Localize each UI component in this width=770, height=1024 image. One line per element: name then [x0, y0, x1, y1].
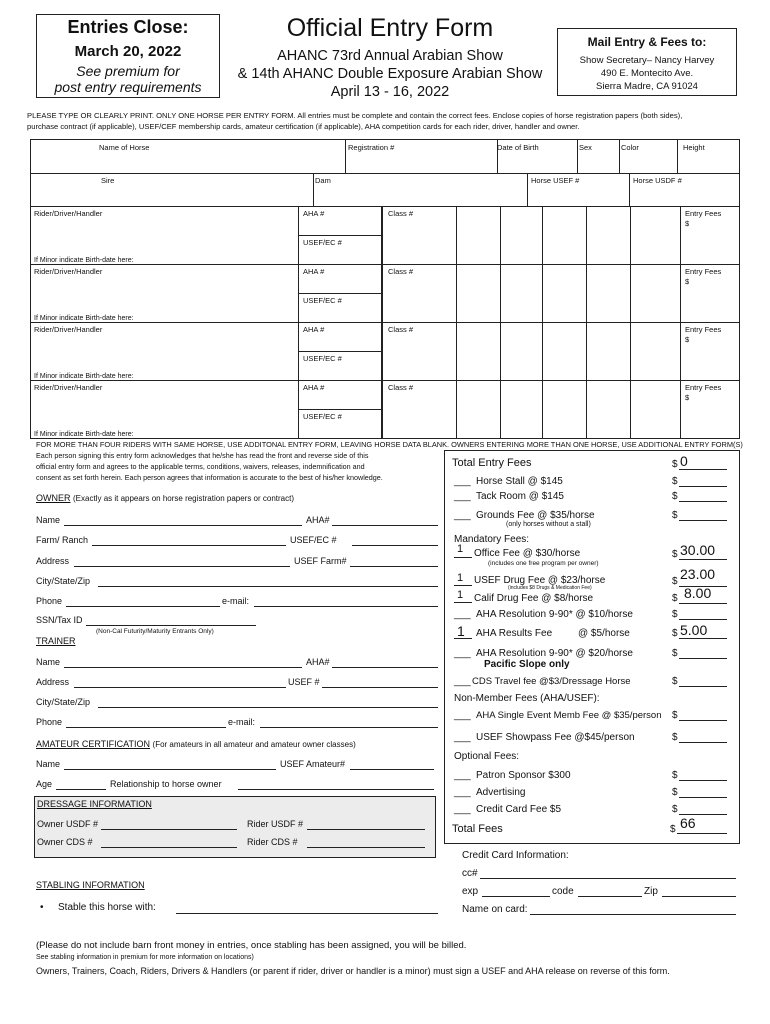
rider-cds-field[interactable]	[307, 847, 425, 848]
owner-ssn-note: (Non-Cal Futurity/Maturity Entrants Only)	[96, 628, 214, 635]
name-on-card-label: Name on card:	[462, 904, 528, 915]
calif-dollar: $	[672, 593, 678, 604]
rider-label: Rider/Driver/Handler	[34, 325, 103, 334]
entries-close-box	[36, 14, 220, 98]
footer-line-1: (Please do not include barn front money in entries, once stabling has been assigned, you will be billed.	[36, 940, 467, 951]
stall-label: Horse Stall @ $145	[476, 476, 563, 487]
aha-label: AHA #	[303, 325, 325, 334]
rider-usdf-field[interactable]	[307, 829, 425, 830]
owner-ssn-label: SSN/Tax ID	[36, 615, 83, 625]
drug-mark-line	[454, 585, 472, 586]
total-entry-value: 0	[680, 453, 688, 469]
cds-dollar: $	[672, 676, 678, 687]
total-entry-label: Total Entry Fees	[452, 457, 532, 469]
trainer-usef-label: USEF #	[288, 677, 320, 687]
height-label: Height	[683, 143, 705, 152]
results-value: 5.00	[680, 622, 708, 638]
show-dates: April 13 - 16, 2022	[330, 84, 450, 100]
minor-birthdate-label: If Minor indicate Birth-date here:	[34, 257, 134, 264]
trainer-name-field[interactable]	[64, 667, 302, 668]
showpass-label: USEF Showpass Fee @$45/person	[476, 732, 635, 743]
exp-label: exp	[462, 886, 479, 897]
owner-usef-farm-field[interactable]	[350, 566, 438, 567]
owner-farm-label: Farm/ Ranch	[36, 535, 89, 545]
grounds-blank: ___	[454, 510, 471, 521]
owner-name-field[interactable]	[64, 525, 302, 526]
registration-label: Registration #	[348, 143, 395, 152]
trainer-usef-field[interactable]	[322, 687, 438, 688]
usef-ec-label: USEF/EC #	[303, 238, 342, 247]
footer-line-2: See stabling information in premium for more information on locations)	[36, 954, 254, 961]
tack-field[interactable]	[679, 501, 727, 502]
owner-city-field[interactable]	[98, 586, 438, 587]
instructions-line-1: PLEASE TYPE OR CLEARLY PRINT. ONLY ONE HORSE PER ENTRY FORM. All entries must be complete and contain the correct fees. Enclose copies of horse registration papers (both sides),	[27, 111, 683, 120]
grounds-dollar: $	[672, 510, 678, 521]
entry-fees-dollar: $	[685, 219, 690, 228]
trainer-phone-label: Phone	[36, 717, 63, 727]
entries-note-2: post entry requirements	[54, 79, 202, 95]
trainer-phone-field[interactable]	[66, 727, 226, 728]
trainer-address-field[interactable]	[74, 687, 286, 688]
office-note: (includes one free program per owner)	[488, 560, 599, 567]
minor-birthdate-label: If Minor indicate Birth-date here:	[34, 373, 134, 380]
minor-birthdate-label: If Minor indicate Birth-date here:	[34, 315, 134, 322]
credit-fee-label: Credit Card Fee $5	[476, 804, 562, 815]
trainer-email-label: e-mail:	[228, 717, 256, 727]
color-label: Color	[621, 143, 639, 152]
horse-name-label: Name of Horse	[99, 143, 150, 152]
owner-email-field[interactable]	[254, 606, 438, 607]
code-label: code	[552, 886, 574, 897]
tack-label: Tack Room @ $145	[476, 491, 564, 502]
aha-single-dollar: $	[672, 710, 678, 721]
cc-field[interactable]	[480, 878, 736, 879]
drug-label: USEF Drug Fee @ $23/horse	[474, 575, 606, 586]
advertising-field[interactable]	[679, 797, 727, 798]
rider-label: Rider/Driver/Handler	[34, 383, 103, 392]
results-price: @ $5/horse	[578, 628, 630, 639]
owner-phone-field[interactable]	[66, 606, 220, 607]
entry-fees-dollar: $	[685, 393, 690, 402]
owner-aha-label: AHA#	[306, 515, 330, 525]
rider-label: Rider/Driver/Handler	[34, 267, 103, 276]
class-label: Class #	[388, 209, 414, 218]
horse-usdf-label: Horse USDF #	[633, 176, 682, 185]
aha-single-label: AHA Single Event Memb Fee @ $35/person	[476, 710, 662, 721]
cds-blank: ___	[454, 676, 471, 687]
results-label: AHA Results Fee	[476, 628, 553, 639]
owner-farm-field[interactable]	[92, 545, 286, 546]
patron-label: Patron Sponsor $300	[476, 770, 571, 781]
usef-ec-label: USEF/EC #	[303, 354, 342, 363]
patron-blank: ___	[454, 770, 471, 781]
owner-phone-label: Phone	[36, 596, 63, 606]
owner-cds-field[interactable]	[101, 847, 237, 848]
trainer-email-field[interactable]	[260, 727, 438, 728]
cds-field[interactable]	[679, 686, 727, 687]
optional-heading: Optional Fees:	[454, 751, 520, 762]
amateur-usef-field[interactable]	[350, 769, 434, 770]
trainer-aha-label: AHA#	[306, 657, 330, 667]
stabling-label: Stable this horse with:	[58, 902, 156, 913]
results-mark: 1	[457, 623, 465, 639]
usef-ec-label: USEF/EC #	[303, 296, 342, 305]
owner-email-label: e-mail:	[222, 596, 250, 606]
trainer-city-label: City/State/Zip	[36, 697, 91, 707]
mail-line-2: 490 E. Montecito Ave.	[600, 68, 694, 79]
amateur-relationship-label: Relationship to horse owner	[110, 779, 222, 789]
code-field[interactable]	[578, 896, 642, 897]
drug-dollar: $	[672, 576, 678, 587]
instructions-line-2: purchase contract (if applicable), USEF/CEF membership cards, amateur certification (if applicable), AHA competition cards for each rider, driver, handler and owner.	[27, 122, 580, 131]
calif-value: 8.00	[684, 585, 712, 601]
aha-label: AHA #	[303, 209, 325, 218]
advertising-blank: ___	[454, 787, 471, 798]
aha-single-blank: ___	[454, 710, 471, 721]
aha-res2-dollar: $	[672, 648, 678, 659]
aha-res-blank: ___	[454, 609, 471, 620]
drug-mark: 1	[457, 572, 464, 584]
horse-info-table	[30, 139, 740, 207]
entries-note-1: See premium for	[76, 63, 180, 79]
aha-res2-field[interactable]	[679, 658, 727, 659]
advertising-label: Advertising	[476, 787, 526, 798]
aha-label: AHA #	[303, 383, 325, 392]
drug-value: 23.00	[680, 566, 716, 582]
entry-fees-label: Entry Fees	[685, 325, 722, 334]
class-label: Class #	[388, 325, 414, 334]
zip-label: Zip	[644, 886, 658, 897]
total-fees-line	[677, 833, 727, 834]
owner-heading-text: OWNER	[36, 493, 71, 503]
horse-usef-label: Horse USEF #	[531, 176, 580, 185]
aha-res2-blank: ___	[454, 648, 471, 659]
total-fees-dollar: $	[670, 824, 676, 835]
stall-blank: ___	[454, 476, 471, 487]
calif-mark-line	[454, 602, 472, 603]
entries-close-title: Entries Close:	[67, 17, 189, 37]
show-line-1: AHANC 73rd Annual Arabian Show	[277, 48, 503, 64]
tack-blank: ___	[454, 491, 471, 502]
entry-fees-label: Entry Fees	[685, 209, 722, 218]
class-label: Class #	[388, 383, 414, 392]
office-value: 30.00	[680, 542, 716, 558]
owner-usef-farm-label: USEF Farm#	[294, 556, 347, 566]
nonmember-heading: Non-Member Fees (AHA/USEF):	[454, 693, 600, 704]
aha-res-field[interactable]	[679, 619, 727, 620]
grounds-label: Grounds Fee @ $35/horse	[476, 510, 595, 521]
stall-field[interactable]	[679, 486, 727, 487]
dressage-heading: DRESSAGE INFORMATION	[37, 799, 152, 809]
entry-fees-dollar: $	[685, 335, 690, 344]
credit-fee-blank: ___	[454, 804, 471, 815]
pacific-slope-label: Pacific Slope only	[484, 659, 570, 670]
amateur-relationship-field[interactable]	[238, 789, 434, 790]
rider-usdf-label: Rider USDF #	[247, 819, 304, 829]
patron-field[interactable]	[679, 780, 727, 781]
amateur-heading-note: (For amateurs in all amateur and amateur owner classes)	[152, 740, 356, 749]
credit-info-heading: Credit Card Information:	[462, 850, 569, 861]
aha-res-dollar: $	[672, 609, 678, 620]
trainer-name-label: Name	[36, 657, 61, 667]
additional-form-note: FOR MORE THAN FOUR RIDERS WITH SAME HORSE, USE ADDITONAL ENTRY FORM, LEAVING HORSE DATA BLANK. OWNERS ENTERING MORE THAN ONE HORSE, USE ADDITIONAL ENTRY FORM(S)	[36, 440, 743, 449]
mail-line-1: Show Secretary– Nancy Harvey	[579, 55, 715, 66]
calif-field[interactable]	[679, 603, 727, 604]
owner-name-label: Name	[36, 515, 61, 525]
sire-label: Sire	[101, 176, 115, 185]
total-entry-line	[679, 469, 727, 470]
stall-dollar: $	[672, 476, 678, 487]
calif-mark: 1	[457, 589, 464, 601]
owner-heading	[36, 493, 294, 503]
owner-cds-label: Owner CDS #	[37, 837, 93, 847]
stabling-field[interactable]	[176, 913, 438, 914]
owner-aha-field[interactable]	[332, 525, 438, 526]
entries-close-date: March 20, 2022	[74, 43, 182, 60]
showpass-dollar: $	[672, 732, 678, 743]
form-title: Official Entry Form	[286, 14, 494, 42]
amateur-heading	[36, 739, 356, 749]
amateur-name-label: Name	[36, 759, 61, 769]
grounds-field[interactable]	[679, 520, 727, 521]
dob-label: Date of Birth	[497, 143, 539, 152]
aha-res2-label: AHA Resolution 9-90* @ $20/horse	[476, 648, 633, 659]
amateur-age-label: Age	[36, 779, 53, 789]
trainer-address-label: Address	[36, 677, 70, 687]
credit-fee-dollar: $	[672, 804, 678, 815]
aha-res-label: AHA Resolution 9-90* @ $10/horse	[476, 609, 633, 620]
amateur-usef-label: USEF Amateur#	[280, 759, 346, 769]
results-dollar: $	[672, 628, 678, 639]
footer-line-3: Owners, Trainers, Coach, Riders, Drivers & Handlers (or parent if rider, driver or handler is a minor) must sign a USEF and AHA release on reverse of this form.	[36, 966, 670, 976]
trainer-heading: TRAINER	[36, 636, 76, 646]
showpass-blank: ___	[454, 732, 471, 743]
mandatory-heading: Mandatory Fees:	[454, 534, 530, 545]
rider-label: Rider/Driver/Handler	[34, 209, 103, 218]
showpass-field[interactable]	[679, 742, 727, 743]
owner-usef-ec-field[interactable]	[352, 545, 438, 546]
mail-entry-box	[557, 28, 737, 96]
owner-heading-note: (Exactly as it appears on horse registration papers or contract)	[73, 494, 295, 503]
office-field[interactable]	[679, 559, 727, 560]
rider-block-4	[30, 381, 740, 439]
calif-label: Calif Drug Fee @ $8/horse	[474, 593, 594, 604]
usef-ec-label: USEF/EC #	[303, 412, 342, 421]
owner-address-label: Address	[36, 556, 70, 566]
dressage-box	[34, 796, 436, 858]
mail-line-3: Sierra Madre, CA 91024	[596, 81, 698, 92]
office-label: Office Fee @ $30/horse	[474, 548, 581, 559]
office-mark: 1	[457, 543, 464, 555]
exp-field[interactable]	[482, 896, 550, 897]
owner-usdf-label: Owner USDF #	[37, 819, 99, 829]
agreement-line-3: consent as set forth herein. Each person agrees that information is accurate to the best of his/her knowledge.	[36, 473, 383, 482]
agreement-line-1: Each person signing this entry form acknowledges that he/she has read the front and reverse side of this	[36, 451, 369, 460]
total-fees-value: 66	[680, 815, 696, 831]
minor-birthdate-label: If Minor indicate Birth-date here:	[34, 431, 134, 438]
office-dollar: $	[672, 549, 678, 560]
owner-address-field[interactable]	[74, 566, 290, 567]
owner-usef-ec-label: USEF/EC #	[290, 535, 337, 545]
owner-ssn-field[interactable]	[86, 625, 256, 626]
rider-block-1	[30, 207, 740, 265]
show-line-2: & 14th AHANC Double Exposure Arabian Show	[237, 66, 543, 82]
entry-fees-label: Entry Fees	[685, 267, 722, 276]
agreement-line-2: official entry form and agrees to the applicable terms, conditions, waivers, releases, indemnification and	[36, 462, 365, 471]
drug-note: (includes $8 Drugs & Medication Fee)	[508, 585, 592, 591]
entry-fees-dollar: $	[685, 277, 690, 286]
rider-block-2	[30, 265, 740, 323]
patron-dollar: $	[672, 770, 678, 781]
zip-field[interactable]	[662, 896, 736, 897]
tack-dollar: $	[672, 491, 678, 502]
aha-single-field[interactable]	[679, 720, 727, 721]
cc-label: cc#	[462, 868, 478, 879]
dam-label: Dam	[315, 176, 331, 185]
total-entry-dollar: $	[672, 459, 678, 470]
rider-block-3	[30, 323, 740, 381]
owner-city-label: City/State/Zip	[36, 576, 91, 586]
amateur-heading-text: AMATEUR CERTIFICATION	[36, 739, 151, 749]
stabling-bullet: •	[40, 902, 44, 913]
name-on-card-field[interactable]	[530, 914, 736, 915]
entry-fees-label: Entry Fees	[685, 383, 722, 392]
results-mark-line	[454, 638, 472, 639]
trainer-aha-field[interactable]	[332, 667, 438, 668]
aha-label: AHA #	[303, 267, 325, 276]
mail-entry-title: Mail Entry & Fees to:	[587, 35, 707, 49]
amateur-name-field[interactable]	[64, 769, 276, 770]
amateur-age-field[interactable]	[56, 789, 106, 790]
rider-cds-label: Rider CDS #	[247, 837, 298, 847]
owner-usdf-field[interactable]	[101, 829, 237, 830]
class-label: Class #	[388, 267, 414, 276]
stabling-heading: STABLING INFORMATION	[36, 880, 145, 890]
cds-label: CDS Travel fee @$3/Dressage Horse	[472, 676, 631, 687]
total-fees-label: Total Fees	[452, 823, 503, 835]
office-mark-line	[454, 557, 472, 558]
trainer-city-field[interactable]	[98, 707, 438, 708]
grounds-note: (only horses without a stall)	[506, 521, 591, 528]
sex-label: Sex	[579, 143, 592, 152]
results-field[interactable]	[679, 638, 727, 639]
advertising-dollar: $	[672, 787, 678, 798]
